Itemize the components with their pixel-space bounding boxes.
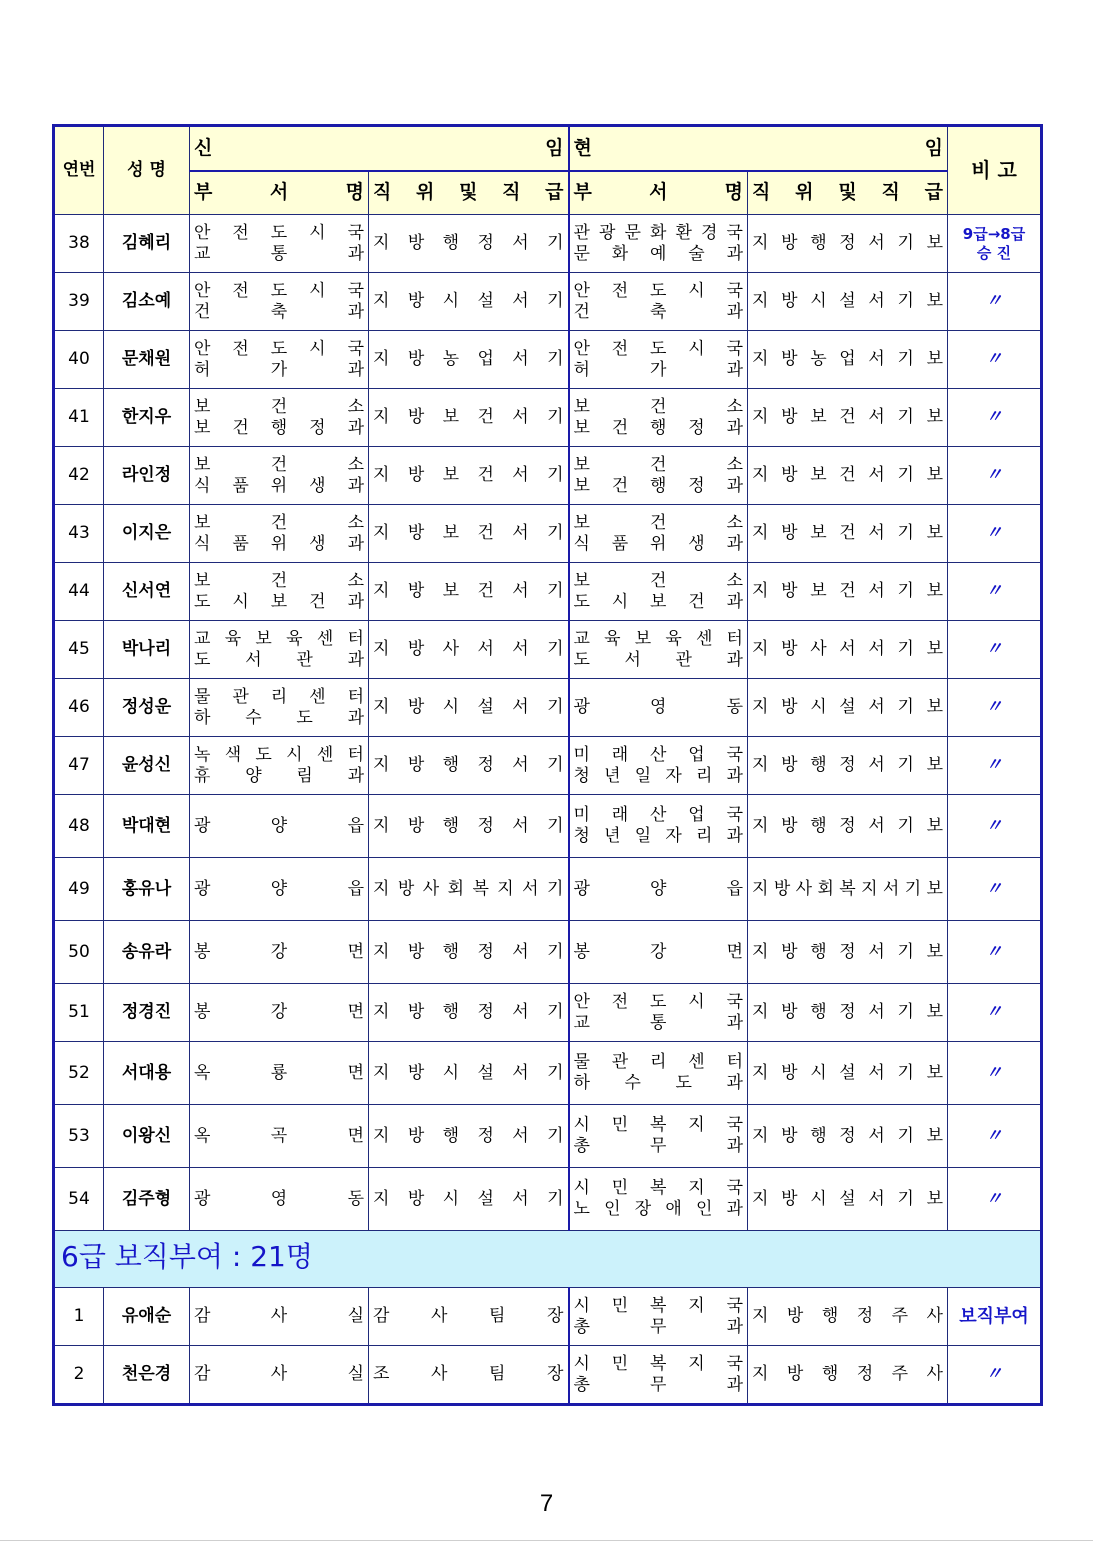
table-row: [54, 215, 1042, 273]
table-row: [54, 679, 1042, 737]
department-line: 보 건 소: [194, 454, 364, 475]
section-row: [54, 1231, 1042, 1288]
new-department: [190, 795, 369, 858]
person-name: 이왕신: [104, 1105, 190, 1168]
current-department: [569, 1168, 748, 1231]
department-line: 보 건 행 정 과: [573, 417, 743, 438]
department-line: 옥 곡 면: [194, 1125, 364, 1146]
department-line: 청 년 일 자 리 과: [573, 826, 743, 846]
department-line: 보 건 소: [573, 396, 743, 417]
header-new-rank: [369, 171, 569, 215]
new-rank: 지 방 보 건 서 기: [369, 389, 569, 447]
table-row: [54, 1168, 1042, 1231]
department-line: 광 영 동: [194, 1188, 364, 1209]
department-line: 봉 강 면: [194, 941, 364, 962]
person-name: 송유라: [104, 921, 190, 984]
current-department: [569, 563, 748, 621]
new-department: [190, 215, 369, 273]
remark: 〃: [948, 621, 1042, 679]
header-char: 명: [345, 181, 364, 204]
person-name: 유애순: [104, 1288, 190, 1346]
header-char: 위: [795, 181, 814, 204]
department-line: 보 건 행 정 과: [573, 475, 743, 496]
page-number: 7: [539, 1490, 554, 1517]
department-line: 안 전 도 시 국: [573, 991, 743, 1012]
department-line: 관 광 문 화 환 경 국: [573, 222, 743, 243]
table-row: [54, 1042, 1042, 1105]
current-department: [569, 795, 748, 858]
new-department: [190, 273, 369, 331]
department-line: 식 품 위 생 과: [194, 533, 364, 554]
current-department: [569, 1288, 748, 1346]
current-rank: 지 방 행 정 서 기 보: [748, 795, 948, 858]
header-char: 직: [752, 181, 771, 204]
department-line: 시 민 복 지 국: [573, 1353, 743, 1374]
new-rank: 조 사 팀 장: [369, 1346, 569, 1405]
row-number: 44: [54, 563, 104, 621]
table-row: [54, 737, 1042, 795]
department-line: 건 축 과: [573, 301, 743, 322]
new-department: [190, 331, 369, 389]
appointment-table: [52, 124, 1043, 1406]
current-rank: 지 방 시 설 서 기 보: [748, 679, 948, 737]
department-line: 보 건 소: [194, 570, 364, 591]
person-name: 박나리: [104, 621, 190, 679]
new-rank: 지 방 행 정 서 기: [369, 215, 569, 273]
person-name: 문채원: [104, 331, 190, 389]
department-line: 안 전 도 시 국: [573, 338, 743, 359]
header-char: 및: [838, 181, 857, 204]
department-line: 안 전 도 시 국: [194, 338, 364, 359]
remark: 〃: [948, 331, 1042, 389]
department-line: 건 축 과: [194, 301, 364, 322]
department-line: 안 전 도 시 국: [194, 222, 364, 243]
current-rank: 지 방 사 서 서 기 보: [748, 621, 948, 679]
person-name: 신서연: [104, 563, 190, 621]
header-new-end: 임: [545, 136, 564, 159]
remark: 보직부여: [948, 1288, 1042, 1346]
department-line: 안 전 도 시 국: [573, 280, 743, 301]
row-number: 43: [54, 505, 104, 563]
remark: 〃: [948, 1042, 1042, 1105]
row-number: 39: [54, 273, 104, 331]
remark: 〃: [948, 1168, 1042, 1231]
department-line: 허 가 과: [573, 359, 743, 380]
header-current-end: 임: [924, 136, 943, 159]
header-no: 연번: [54, 126, 104, 215]
remark: 〃: [948, 447, 1042, 505]
row-number: 38: [54, 215, 104, 273]
current-rank: 지 방 행 정 주 사: [748, 1288, 948, 1346]
current-department: [569, 737, 748, 795]
new-department: [190, 679, 369, 737]
remark: 9급→8급 승 진: [948, 215, 1042, 273]
current-rank: 지 방 보 건 서 기 보: [748, 563, 948, 621]
table-row: [54, 389, 1042, 447]
row-number: 40: [54, 331, 104, 389]
table-row: [54, 505, 1042, 563]
department-line: 도 시 보 건 과: [573, 591, 743, 612]
header-new-dept: [190, 171, 369, 215]
current-rank: 지 방 보 건 서 기 보: [748, 505, 948, 563]
header-char: 급: [924, 181, 943, 204]
header-char: 명: [724, 181, 743, 204]
current-rank: 지 방 행 정 서 기 보: [748, 1105, 948, 1168]
header-char: 및: [459, 181, 478, 204]
header-char: 급: [545, 181, 564, 204]
person-name: 천은경: [104, 1346, 190, 1405]
new-rank: 지 방 보 건 서 기: [369, 563, 569, 621]
department-line: 미 래 산 업 국: [573, 805, 743, 825]
department-line: 보 건 소: [573, 570, 743, 591]
current-rank: 지 방 시 설 서 기 보: [748, 1042, 948, 1105]
current-department: [569, 273, 748, 331]
department-line: 시 민 복 지 국: [573, 1295, 743, 1316]
new-rank: 지 방 보 건 서 기: [369, 447, 569, 505]
row-number: 51: [54, 984, 104, 1042]
person-name: 이지은: [104, 505, 190, 563]
person-name: 홍유나: [104, 858, 190, 921]
current-department: [569, 858, 748, 921]
department-line: 시 민 복 지 국: [573, 1115, 743, 1135]
current-rank: 지 방 시 설 서 기 보: [748, 273, 948, 331]
current-department: [569, 389, 748, 447]
department-line: 총 무 과: [573, 1316, 743, 1337]
new-department: [190, 1105, 369, 1168]
department-line: 미 래 산 업 국: [573, 744, 743, 765]
table-body: [54, 126, 1042, 1405]
header-char: 부: [194, 181, 213, 204]
header-current-rank: [748, 171, 948, 215]
department-line: 녹 색 도 시 센 터: [194, 744, 364, 765]
table-row: [54, 273, 1042, 331]
new-department: [190, 389, 369, 447]
current-rank: 지 방 행 정 서 기 보: [748, 215, 948, 273]
department-line: 광 양 읍: [194, 878, 364, 899]
row-number: 53: [54, 1105, 104, 1168]
current-department: [569, 331, 748, 389]
department-line: 보 건 소: [194, 396, 364, 417]
new-department: [190, 858, 369, 921]
header-char: 직: [881, 181, 900, 204]
row-number: 41: [54, 389, 104, 447]
remark: 〃: [948, 1346, 1042, 1405]
person-name: 정경진: [104, 984, 190, 1042]
row-number: 42: [54, 447, 104, 505]
table-row: [54, 447, 1042, 505]
row-number: 50: [54, 921, 104, 984]
new-rank: 지 방 시 설 서 기: [369, 273, 569, 331]
remark: 〃: [948, 389, 1042, 447]
header-name: 성 명: [104, 126, 190, 215]
person-name: 박대현: [104, 795, 190, 858]
current-department: [569, 447, 748, 505]
current-department: [569, 505, 748, 563]
footer-divider: [0, 1540, 1093, 1541]
header-current-group: [569, 126, 948, 171]
new-rank: 지 방 사 회 복 지 서 기: [369, 858, 569, 921]
current-rank: 지 방 사 회 복 지 서 기 보: [748, 858, 948, 921]
department-line: 노 인 장 애 인 과: [573, 1199, 743, 1219]
department-line: 교 통 과: [194, 243, 364, 264]
department-line: 도 시 보 건 과: [194, 591, 364, 612]
new-department: [190, 447, 369, 505]
remark: 〃: [948, 563, 1042, 621]
department-line: 안 전 도 시 국: [194, 280, 364, 301]
department-line: 교 통 과: [573, 1012, 743, 1033]
header-char: 직: [502, 181, 521, 204]
new-rank: 지 방 행 정 서 기: [369, 737, 569, 795]
department-line: 하 수 도 과: [573, 1073, 743, 1093]
department-line: 청 년 일 자 리 과: [573, 765, 743, 786]
department-line: 광 영 동: [573, 697, 743, 717]
new-rank: 지 방 보 건 서 기: [369, 505, 569, 563]
remark: 〃: [948, 1105, 1042, 1168]
new-department: [190, 984, 369, 1042]
person-name: 한지우: [104, 389, 190, 447]
person-name: 윤성신: [104, 737, 190, 795]
department-line: 보 건 행 정 과: [194, 417, 364, 438]
table-row: [54, 984, 1042, 1042]
table-row: [54, 621, 1042, 679]
department-line: 옥 룡 면: [194, 1062, 364, 1083]
table-row: [54, 331, 1042, 389]
person-name: 김소예: [104, 273, 190, 331]
new-department: [190, 563, 369, 621]
department-line: 감 사 실: [194, 1306, 364, 1326]
table-row: [54, 1288, 1042, 1346]
new-department: [190, 621, 369, 679]
current-rank: 지 방 보 건 서 기 보: [748, 447, 948, 505]
person-name: 김혜리: [104, 215, 190, 273]
new-department: [190, 1288, 369, 1346]
table-row: [54, 563, 1042, 621]
new-rank: 지 방 시 설 서 기: [369, 679, 569, 737]
department-line: 허 가 과: [194, 359, 364, 380]
current-department: [569, 215, 748, 273]
department-line: 물 관 리 센 터: [573, 1052, 743, 1072]
row-number: 48: [54, 795, 104, 858]
department-line: 보 건 소: [194, 512, 364, 533]
header-new-start: 신: [194, 136, 213, 159]
new-rank: 지 방 행 정 서 기: [369, 1105, 569, 1168]
table-row: [54, 795, 1042, 858]
department-line: 광 양 읍: [194, 815, 364, 836]
person-name: 정성운: [104, 679, 190, 737]
new-rank: 지 방 행 정 서 기: [369, 921, 569, 984]
remark: 〃: [948, 984, 1042, 1042]
table-row: [54, 1105, 1042, 1168]
remark: 〃: [948, 921, 1042, 984]
department-line: 총 무 과: [573, 1136, 743, 1156]
row-number: 47: [54, 737, 104, 795]
department-line: 시 민 복 지 국: [573, 1178, 743, 1198]
department-line: 봉 강 면: [573, 941, 743, 962]
new-rank: 지 방 시 설 서 기: [369, 1168, 569, 1231]
new-department: [190, 1168, 369, 1231]
new-department: [190, 921, 369, 984]
department-line: 교 육 보 육 센 터: [573, 628, 743, 649]
current-rank: 지 방 행 정 서 기 보: [748, 921, 948, 984]
person-name: 서대용: [104, 1042, 190, 1105]
remark: 〃: [948, 795, 1042, 858]
new-rank: 지 방 사 서 서 기: [369, 621, 569, 679]
header-new-group: [190, 126, 569, 171]
department-line: 보 건 소: [573, 454, 743, 475]
current-department: [569, 679, 748, 737]
current-rank: 지 방 행 정 주 사: [748, 1346, 948, 1405]
current-department: [569, 921, 748, 984]
new-department: [190, 737, 369, 795]
table-row: [54, 1346, 1042, 1405]
department-line: 감 사 실: [194, 1364, 364, 1384]
table-row: [54, 858, 1042, 921]
header-char: 서: [649, 181, 668, 204]
department-line: 광 양 읍: [573, 878, 743, 899]
header-char: 직: [373, 181, 392, 204]
current-department: [569, 1346, 748, 1405]
department-line: 도 서 관 과: [573, 649, 743, 670]
current-department: [569, 1042, 748, 1105]
new-rank: 지 방 농 업 서 기: [369, 331, 569, 389]
new-department: [190, 1042, 369, 1105]
current-department: [569, 1105, 748, 1168]
department-line: 문 화 예 술 과: [573, 243, 743, 264]
new-department: [190, 505, 369, 563]
new-rank: 감 사 팀 장: [369, 1288, 569, 1346]
current-rank: 지 방 행 정 서 기 보: [748, 737, 948, 795]
section-title: 6급 보직부여 : 21명: [61, 1240, 313, 1273]
department-line: 하 수 도 과: [194, 707, 364, 728]
header-char: 서: [269, 181, 289, 204]
remark: 〃: [948, 505, 1042, 563]
new-rank: 지 방 시 설 서 기: [369, 1042, 569, 1105]
department-line: 식 품 위 생 과: [194, 475, 364, 496]
new-department: [190, 1346, 369, 1405]
remark: 〃: [948, 273, 1042, 331]
header-current-dept: [569, 171, 748, 215]
department-line: 보 건 소: [573, 512, 743, 533]
current-department: [569, 984, 748, 1042]
current-rank: 지 방 행 정 서 기 보: [748, 984, 948, 1042]
current-rank: 지 방 농 업 서 기 보: [748, 331, 948, 389]
row-number: 1: [54, 1288, 104, 1346]
remark: 〃: [948, 858, 1042, 921]
row-number: 2: [54, 1346, 104, 1405]
header-char: 위: [416, 181, 435, 204]
row-number: 54: [54, 1168, 104, 1231]
current-department: [569, 621, 748, 679]
department-line: 봉 강 면: [194, 1002, 364, 1022]
department-line: 총 무 과: [573, 1374, 743, 1395]
department-line: 교 육 보 육 센 터: [194, 628, 364, 649]
department-line: 식 품 위 생 과: [573, 533, 743, 554]
row-number: 45: [54, 621, 104, 679]
row-number: 52: [54, 1042, 104, 1105]
row-number: 49: [54, 858, 104, 921]
remark: 〃: [948, 737, 1042, 795]
current-rank: 지 방 시 설 서 기 보: [748, 1168, 948, 1231]
current-rank: 지 방 보 건 서 기 보: [748, 389, 948, 447]
new-rank: 지 방 행 정 서 기: [369, 984, 569, 1042]
remark: 〃: [948, 679, 1042, 737]
department-line: 도 서 관 과: [194, 649, 364, 670]
table-row: [54, 921, 1042, 984]
person-name: 라인정: [104, 447, 190, 505]
header-char: 부: [573, 181, 592, 204]
new-rank: 지 방 행 정 서 기: [369, 795, 569, 858]
department-line: 물 관 리 센 터: [194, 686, 364, 707]
header-remark: 비 고: [948, 126, 1042, 215]
person-name: 김주형: [104, 1168, 190, 1231]
header-current-start: 현: [573, 136, 592, 159]
row-number: 46: [54, 679, 104, 737]
department-line: 휴 양 림 과: [194, 765, 364, 786]
